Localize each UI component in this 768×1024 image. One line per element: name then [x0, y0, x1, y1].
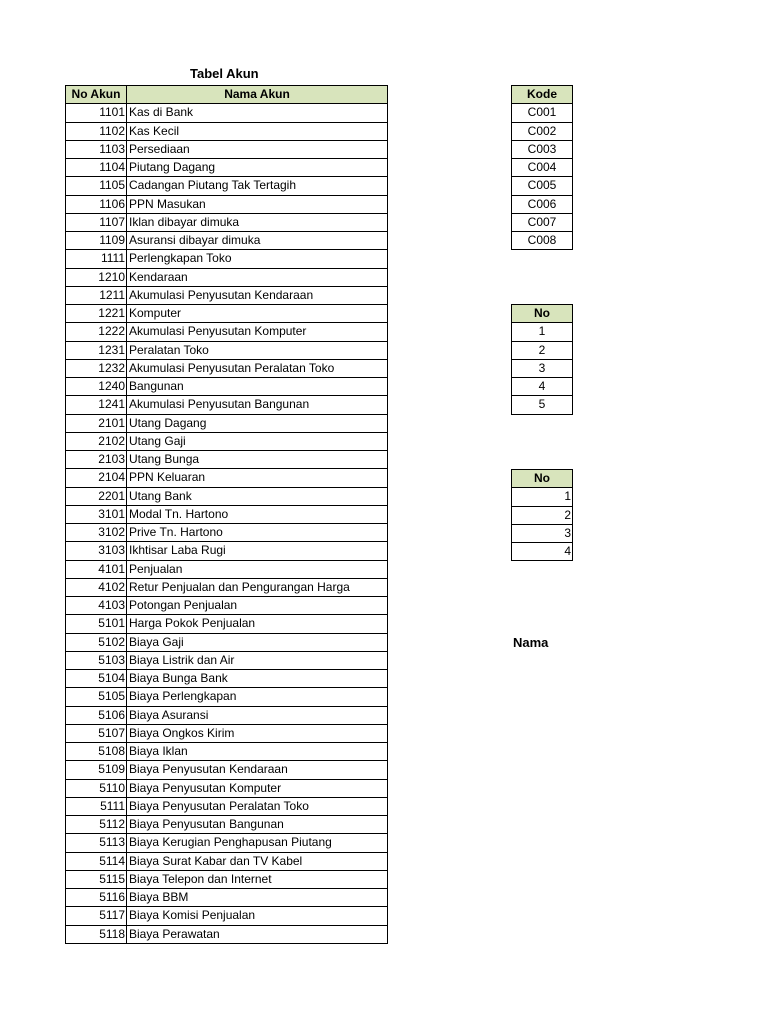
kode-table	[511, 85, 573, 250]
cell-no-akun[interactable]: 1102	[66, 122, 127, 140]
cell-no[interactable]: 3	[512, 359, 573, 377]
cell-no-akun[interactable]: 2103	[66, 451, 127, 469]
cell-no-akun[interactable]: 3103	[66, 542, 127, 560]
table-row	[66, 925, 388, 943]
cell-nama-akun[interactable]: Utang Bank	[127, 487, 388, 505]
cell-nama-akun[interactable]: Utang Bunga	[127, 451, 388, 469]
cell-no-akun[interactable]: 1241	[66, 396, 127, 414]
cell-no-akun[interactable]: 1107	[66, 213, 127, 231]
cell-nama-akun[interactable]: Akumulasi Penyusutan Kendaraan	[127, 286, 388, 304]
cell-no-akun[interactable]: 5115	[66, 870, 127, 888]
table-row	[66, 469, 388, 487]
table-row	[512, 396, 573, 414]
table-row	[66, 578, 388, 596]
cell-no-akun[interactable]: 4101	[66, 560, 127, 578]
cell-nama-akun[interactable]: Kas Kecil	[127, 122, 388, 140]
cell-kode[interactable]: C001	[512, 104, 573, 122]
table-row	[66, 834, 388, 852]
cell-no-akun[interactable]: 5107	[66, 724, 127, 742]
nama-label: Nama	[513, 635, 549, 650]
table-row	[66, 889, 388, 907]
table-row	[66, 323, 388, 341]
cell-nama-akun[interactable]: Biaya Iklan	[127, 743, 388, 761]
cell-no-akun[interactable]: 5112	[66, 816, 127, 834]
cell-no-akun[interactable]: 5114	[66, 852, 127, 870]
cell-nama-akun[interactable]: Biaya Listrik dan Air	[127, 651, 388, 669]
cell-nama-akun[interactable]: Biaya Bunga Bank	[127, 670, 388, 688]
cell-no-akun[interactable]: 5104	[66, 670, 127, 688]
table-row	[66, 651, 388, 669]
cell-nama-akun[interactable]: Utang Gaji	[127, 432, 388, 450]
table-row	[512, 524, 573, 542]
table-row	[66, 305, 388, 323]
header-no-akun[interactable]: No Akun	[66, 86, 127, 104]
table-row	[66, 213, 388, 231]
table-row	[512, 359, 573, 377]
table-row	[66, 542, 388, 560]
cell-nama-akun[interactable]: Biaya Kerugian Penghapusan Piutang	[127, 834, 388, 852]
cell-kode[interactable]: C006	[512, 195, 573, 213]
cell-no-akun[interactable]: 1106	[66, 195, 127, 213]
table-row	[66, 633, 388, 651]
table-row	[66, 414, 388, 432]
cell-nama-akun[interactable]: Biaya Perawatan	[127, 925, 388, 943]
table-row	[66, 250, 388, 268]
cell-nama-akun[interactable]: Asuransi dibayar dimuka	[127, 232, 388, 250]
cell-no-akun[interactable]: 2201	[66, 487, 127, 505]
cell-no-akun[interactable]: 4103	[66, 597, 127, 615]
cell-no-akun[interactable]: 5108	[66, 743, 127, 761]
table-row	[512, 341, 573, 359]
table-row	[512, 488, 573, 506]
cell-no-akun[interactable]: 2104	[66, 469, 127, 487]
cell-no-akun[interactable]: 4102	[66, 578, 127, 596]
table-row	[66, 378, 388, 396]
table-row	[66, 688, 388, 706]
table-row	[512, 177, 573, 195]
table-row	[512, 213, 573, 231]
cell-nama-akun[interactable]: Biaya Asuransi	[127, 706, 388, 724]
cell-no-akun[interactable]: 1240	[66, 378, 127, 396]
cell-nama-akun[interactable]: PPN Keluaran	[127, 469, 388, 487]
cell-no[interactable]: 2	[512, 506, 573, 524]
cell-no-akun[interactable]: 1221	[66, 305, 127, 323]
table-row	[66, 597, 388, 615]
cell-nama-akun[interactable]: Cadangan Piutang Tak Tertagih	[127, 177, 388, 195]
cell-nama-akun[interactable]: Biaya Penyusutan Bangunan	[127, 816, 388, 834]
cell-nama-akun[interactable]: Biaya Telepon dan Internet	[127, 870, 388, 888]
cell-nama-akun[interactable]: Perlengkapan Toko	[127, 250, 388, 268]
cell-nama-akun[interactable]: Harga Pokok Penjualan	[127, 615, 388, 633]
cell-nama-akun[interactable]: Piutang Dagang	[127, 159, 388, 177]
cell-no-akun[interactable]: 5109	[66, 761, 127, 779]
table-row	[66, 487, 388, 505]
table-row	[66, 122, 388, 140]
cell-nama-akun[interactable]: Biaya Penyusutan Peralatan Toko	[127, 797, 388, 815]
table-row	[512, 323, 573, 341]
table-row	[66, 797, 388, 815]
cell-no-akun[interactable]: 1109	[66, 232, 127, 250]
cell-no-akun[interactable]: 2101	[66, 414, 127, 432]
table-row	[66, 907, 388, 925]
table-row	[66, 615, 388, 633]
table-row	[66, 870, 388, 888]
table-row	[66, 195, 388, 213]
cell-nama-akun[interactable]: Biaya BBM	[127, 889, 388, 907]
table-row	[66, 359, 388, 377]
table-row	[66, 779, 388, 797]
akun-table	[65, 85, 388, 944]
cell-nama-akun[interactable]: Biaya Penyusutan Komputer	[127, 779, 388, 797]
cell-no-akun[interactable]: 5116	[66, 889, 127, 907]
table-row	[66, 451, 388, 469]
cell-no-akun[interactable]: 3101	[66, 505, 127, 523]
header-kode[interactable]: Kode	[512, 86, 573, 104]
cell-kode[interactable]: C007	[512, 213, 573, 231]
cell-no[interactable]: 1	[512, 323, 573, 341]
cell-no-akun[interactable]: 5110	[66, 779, 127, 797]
cell-no-akun[interactable]: 1105	[66, 177, 127, 195]
cell-no-akun[interactable]: 5103	[66, 651, 127, 669]
cell-no-akun[interactable]: 5101	[66, 615, 127, 633]
table-row	[66, 232, 388, 250]
cell-no-akun[interactable]: 1231	[66, 341, 127, 359]
cell-nama-akun[interactable]: Biaya Penyusutan Kendaraan	[127, 761, 388, 779]
cell-no[interactable]: 3	[512, 524, 573, 542]
table-row	[66, 140, 388, 158]
cell-nama-akun[interactable]: Potongan Penjualan	[127, 597, 388, 615]
table-row	[66, 743, 388, 761]
cell-nama-akun[interactable]: Peralatan Toko	[127, 341, 388, 359]
cell-nama-akun[interactable]: Akumulasi Penyusutan Komputer	[127, 323, 388, 341]
cell-no-akun[interactable]: 1232	[66, 359, 127, 377]
cell-nama-akun[interactable]: Akumulasi Penyusutan Bangunan	[127, 396, 388, 414]
table-row	[66, 670, 388, 688]
cell-no-akun[interactable]: 5113	[66, 834, 127, 852]
cell-kode[interactable]: C004	[512, 159, 573, 177]
cell-kode[interactable]: C008	[512, 232, 573, 250]
table-row	[66, 724, 388, 742]
table-row	[66, 396, 388, 414]
table-row	[66, 852, 388, 870]
cell-nama-akun[interactable]: Biaya Komisi Penjualan	[127, 907, 388, 925]
table-row	[66, 341, 388, 359]
cell-kode[interactable]: C003	[512, 140, 573, 158]
cell-no[interactable]: 2	[512, 341, 573, 359]
cell-no-akun[interactable]: 5102	[66, 633, 127, 651]
cell-no-akun[interactable]: 1210	[66, 268, 127, 286]
page-title: Tabel Akun	[190, 66, 259, 81]
table-row	[512, 195, 573, 213]
cell-no-akun[interactable]: 1101	[66, 104, 127, 122]
cell-nama-akun[interactable]: Bangunan	[127, 378, 388, 396]
cell-no[interactable]: 1	[512, 488, 573, 506]
cell-nama-akun[interactable]: Utang Dagang	[127, 414, 388, 432]
table-row	[66, 268, 388, 286]
cell-no[interactable]: 4	[512, 543, 573, 561]
table-row	[512, 232, 573, 250]
table-row	[66, 505, 388, 523]
cell-nama-akun[interactable]: Ikhtisar Laba Rugi	[127, 542, 388, 560]
table-row	[512, 543, 573, 561]
table-row	[66, 816, 388, 834]
table-row	[512, 159, 573, 177]
cell-nama-akun[interactable]: Kendaraan	[127, 268, 388, 286]
cell-no-akun[interactable]: 5117	[66, 907, 127, 925]
cell-nama-akun[interactable]: Biaya Ongkos Kirim	[127, 724, 388, 742]
no-table-1-header-row	[512, 305, 573, 323]
table-row	[512, 506, 573, 524]
table-row	[512, 122, 573, 140]
no-table-1	[511, 304, 573, 415]
cell-no[interactable]: 4	[512, 378, 573, 396]
cell-no-akun[interactable]: 3102	[66, 524, 127, 542]
cell-no-akun[interactable]: 2102	[66, 432, 127, 450]
cell-no[interactable]: 5	[512, 396, 573, 414]
table-row	[512, 140, 573, 158]
cell-no-akun[interactable]: 1111	[66, 250, 127, 268]
no-table-2-header-row	[512, 470, 573, 488]
cell-no-akun[interactable]: 5105	[66, 688, 127, 706]
cell-no-akun[interactable]: 1104	[66, 159, 127, 177]
cell-nama-akun[interactable]: Biaya Gaji	[127, 633, 388, 651]
cell-nama-akun[interactable]: Penjualan	[127, 560, 388, 578]
header-no-2[interactable]: No	[512, 470, 573, 488]
table-row	[66, 104, 388, 122]
cell-nama-akun[interactable]: Persediaan	[127, 140, 388, 158]
cell-no-akun[interactable]: 5118	[66, 925, 127, 943]
table-row	[66, 706, 388, 724]
no-table-2	[511, 469, 573, 561]
table-row	[66, 524, 388, 542]
cell-nama-akun[interactable]: Kas di Bank	[127, 104, 388, 122]
cell-kode[interactable]: C005	[512, 177, 573, 195]
cell-nama-akun[interactable]: Biaya Perlengkapan	[127, 688, 388, 706]
table-row	[66, 432, 388, 450]
cell-nama-akun[interactable]: Biaya Surat Kabar dan TV Kabel	[127, 852, 388, 870]
header-no-1[interactable]: No	[512, 305, 573, 323]
cell-no-akun[interactable]: 1222	[66, 323, 127, 341]
table-row	[66, 560, 388, 578]
cell-nama-akun[interactable]: Iklan dibayar dimuka	[127, 213, 388, 231]
cell-nama-akun[interactable]: Akumulasi Penyusutan Peralatan Toko	[127, 359, 388, 377]
cell-nama-akun[interactable]: Modal Tn. Hartono	[127, 505, 388, 523]
cell-no-akun[interactable]: 1211	[66, 286, 127, 304]
table-row	[66, 286, 388, 304]
cell-nama-akun[interactable]: PPN Masukan	[127, 195, 388, 213]
cell-nama-akun[interactable]: Komputer	[127, 305, 388, 323]
header-nama-akun[interactable]: Nama Akun	[127, 86, 388, 104]
table-row	[66, 177, 388, 195]
cell-nama-akun[interactable]: Prive Tn. Hartono	[127, 524, 388, 542]
cell-kode[interactable]: C002	[512, 122, 573, 140]
table-row	[512, 378, 573, 396]
cell-nama-akun[interactable]: Retur Penjualan dan Pengurangan Harga	[127, 578, 388, 596]
table-row	[512, 104, 573, 122]
table-row	[66, 159, 388, 177]
cell-no-akun[interactable]: 5106	[66, 706, 127, 724]
cell-no-akun[interactable]: 5111	[66, 797, 127, 815]
kode-header-row	[512, 86, 573, 104]
table-row	[66, 761, 388, 779]
cell-no-akun[interactable]: 1103	[66, 140, 127, 158]
akun-header-row	[66, 86, 388, 104]
